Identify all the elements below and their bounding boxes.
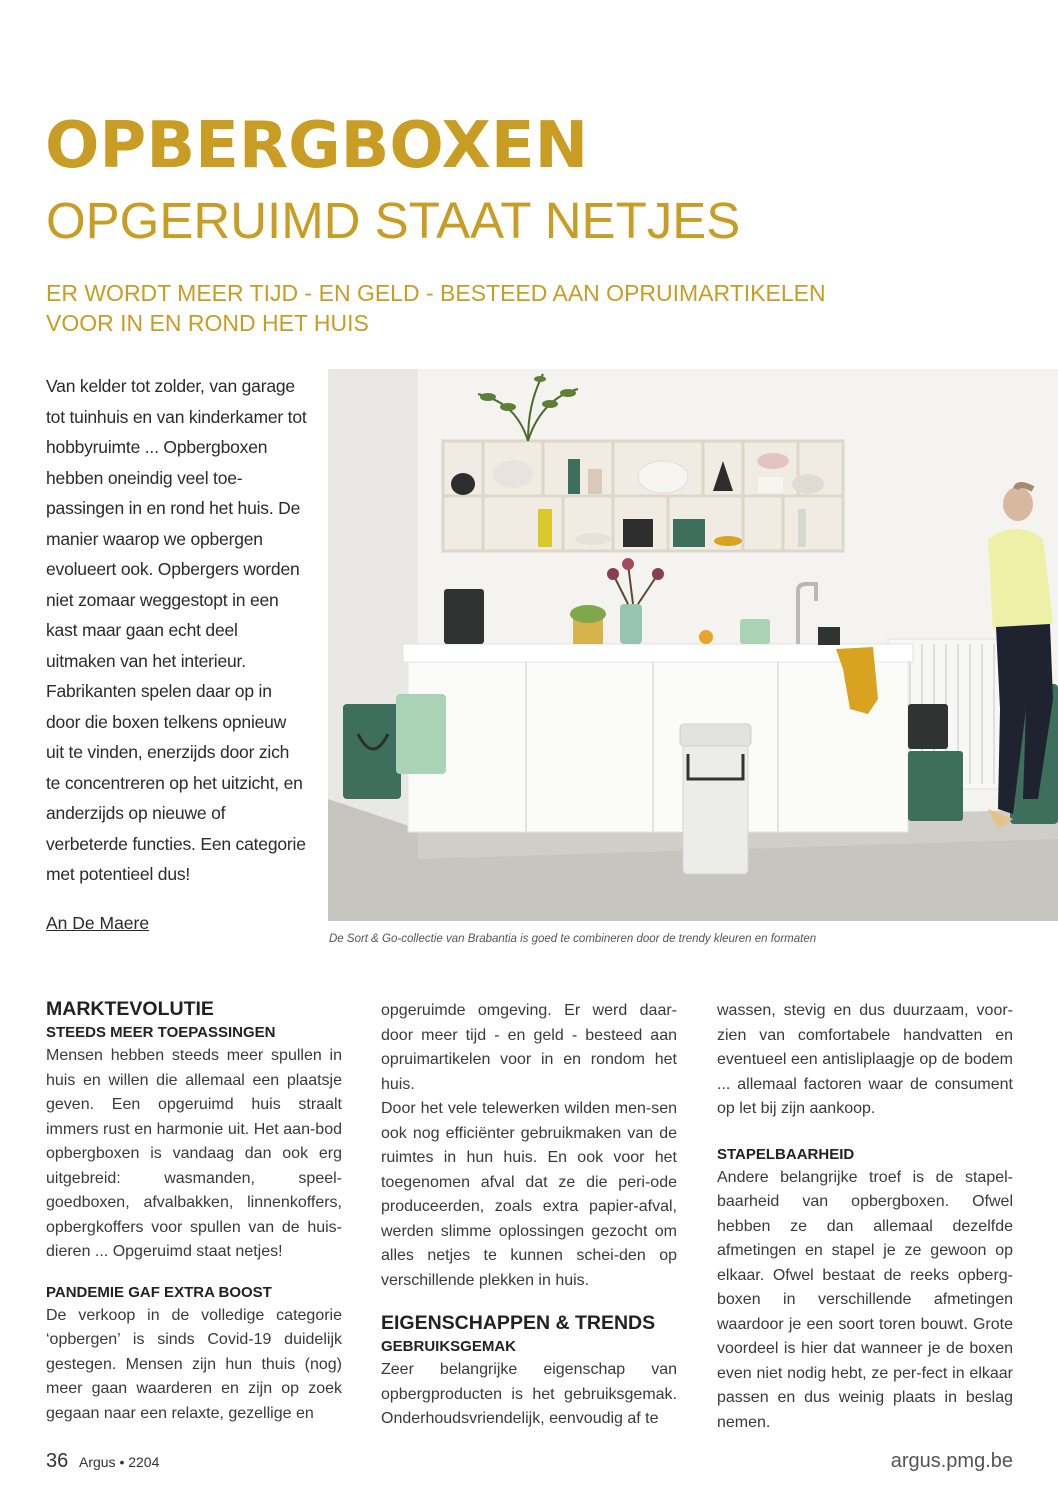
subheading-toepassingen: STEEDS MEER TOEPASSINGEN — [46, 1024, 276, 1041]
magazine-issue: Argus • 2204 — [78, 1454, 160, 1470]
lead-line-1: ER WORDT MEER TIJD - EN GELD - BESTEED AAN OPRUIMARTIKELEN — [46, 280, 826, 306]
page-number: 36 — [46, 1450, 69, 1472]
column-1 — [46, 996, 342, 1426]
footer-left — [46, 1450, 159, 1473]
column-3 — [717, 999, 1013, 1435]
subheading-gebruiksgemak: GEBRUIKSGEMAK — [381, 1338, 517, 1355]
author-byline: An De Maere — [46, 913, 150, 933]
kitchen-photo — [328, 369, 1058, 921]
photo-caption: De Sort & Go-collectie van Brabantia is goed te combineren door de trendy kleuren en formaten — [329, 933, 817, 945]
kitchen-illustration — [328, 369, 1058, 921]
page-subtitle: OPGERUIMD STAAT NETJES — [46, 192, 741, 249]
intro-paragraph: Van kelder tot zolder, van garage tot tuinhuis en van kinderkamer tot hobbyruimte ... Opbergboxen hebben oneindig veel toe-passingen in en rond het huis. De manier waarop we opbergen evolueert ook. Opbergers worden niet zomaar weggestopt in een kast maar gaan echt deel uitmaken van het interieur. Fabrikanten spelen daar op in door die boxen telkens opnieuw uit te vinden, enerzijds door zich te concentreren op het uitzicht, en anderzijds op nieuwe of verbeterde functies. Een categorie met potentieel dus! — [46, 376, 307, 884]
lead-text — [46, 278, 846, 338]
paragraph-toepassingen: Mensen hebben steeds meer spullen in huis en willen die allemaal een plaatsje geven. Een opgeruimd huis straalt immers rust en harmonie uit. Het aan-bod opbergboxen is vandaag dan ook erg uitgebreid: wasmanden, speel-goedboxen, afvalbakken, linnenkoffers, opbergkoffers voor spullen van de huis-dieren ... Opgeruimd staat netjes! — [46, 1047, 342, 1260]
subheading-stapelbaarheid: STAPELBAARHEID — [717, 1145, 855, 1163]
paragraph-telewerken: Door het vele telewerken wilden men-sen ook nog efficiënter gebruikmaken van de ruimtes in hun huis. En ook voor het toegenomen afval dat ze die peri-ode produceerden, zoals extra papier-afval, werden slimme oplossingen gezocht om alles netjes te kunnen schei-den op verschillende plekken in huis. — [381, 1100, 677, 1289]
paragraph-wassen: wassen, stevig en dus duurzaam, voor-zien van comfortabele handvatten en eventueel een antisliplaagje op de bodem ... allemaal factoren waar de consument op let bij zijn aankoop. — [717, 1002, 1013, 1117]
subheading-pandemie: PANDEMIE GAF EXTRA BOOST — [46, 1283, 272, 1301]
section-heading-marktevolutie: MARKTEVOLUTIE — [46, 998, 214, 1020]
paragraph-pandemie: De verkoop in de volledige categorie ‘opbergen’ is sinds Covid-19 duidelijk gestegen. Mensen zijn hun thuis (nog) meer gaan waarderen en zijn op zoek gegaan naar een relaxte, gezellige en — [46, 1306, 342, 1422]
section-heading-eigenschappen: EIGENSCHAPPEN & TRENDS — [381, 1312, 656, 1334]
paragraph-omgeving: opgeruimde omgeving. Er werd daar-door meer tijd - en geld - besteed aan opruimartikelen voor in en rondom het huis. — [381, 1002, 677, 1093]
page-title: OPBERGBOXEN — [45, 109, 589, 183]
paragraph-gebruiksgemak: Zeer belangrijke eigenschap van opbergproducten is het gebruiksgemak. Onderhoudsvriendelijk, eenvoudig af te — [381, 1361, 677, 1427]
paragraph-stapelbaarheid: Andere belangrijke troef is de stapel-baarheid van opbergboxen. Ofwel hebben ze dan allemaal dezelfde afmetingen en stapel je ze gewoon op elkaar. Ofwel bestaat de reeks opberg-boxen in verschillende afmetingen waardoor je een soort toren bouwt. Grote voordeel is hier dat wanneer je de boxen even niet nodig hebt, ze per-fect in elkaar passen en dus weinig plaats in beslag nemen. — [717, 1168, 1013, 1431]
website-link[interactable]: argus.pmg.be — [890, 1450, 1013, 1472]
column-2 — [381, 999, 677, 1432]
lead-line-2: VOOR IN EN ROND HET HUIS — [46, 310, 369, 336]
